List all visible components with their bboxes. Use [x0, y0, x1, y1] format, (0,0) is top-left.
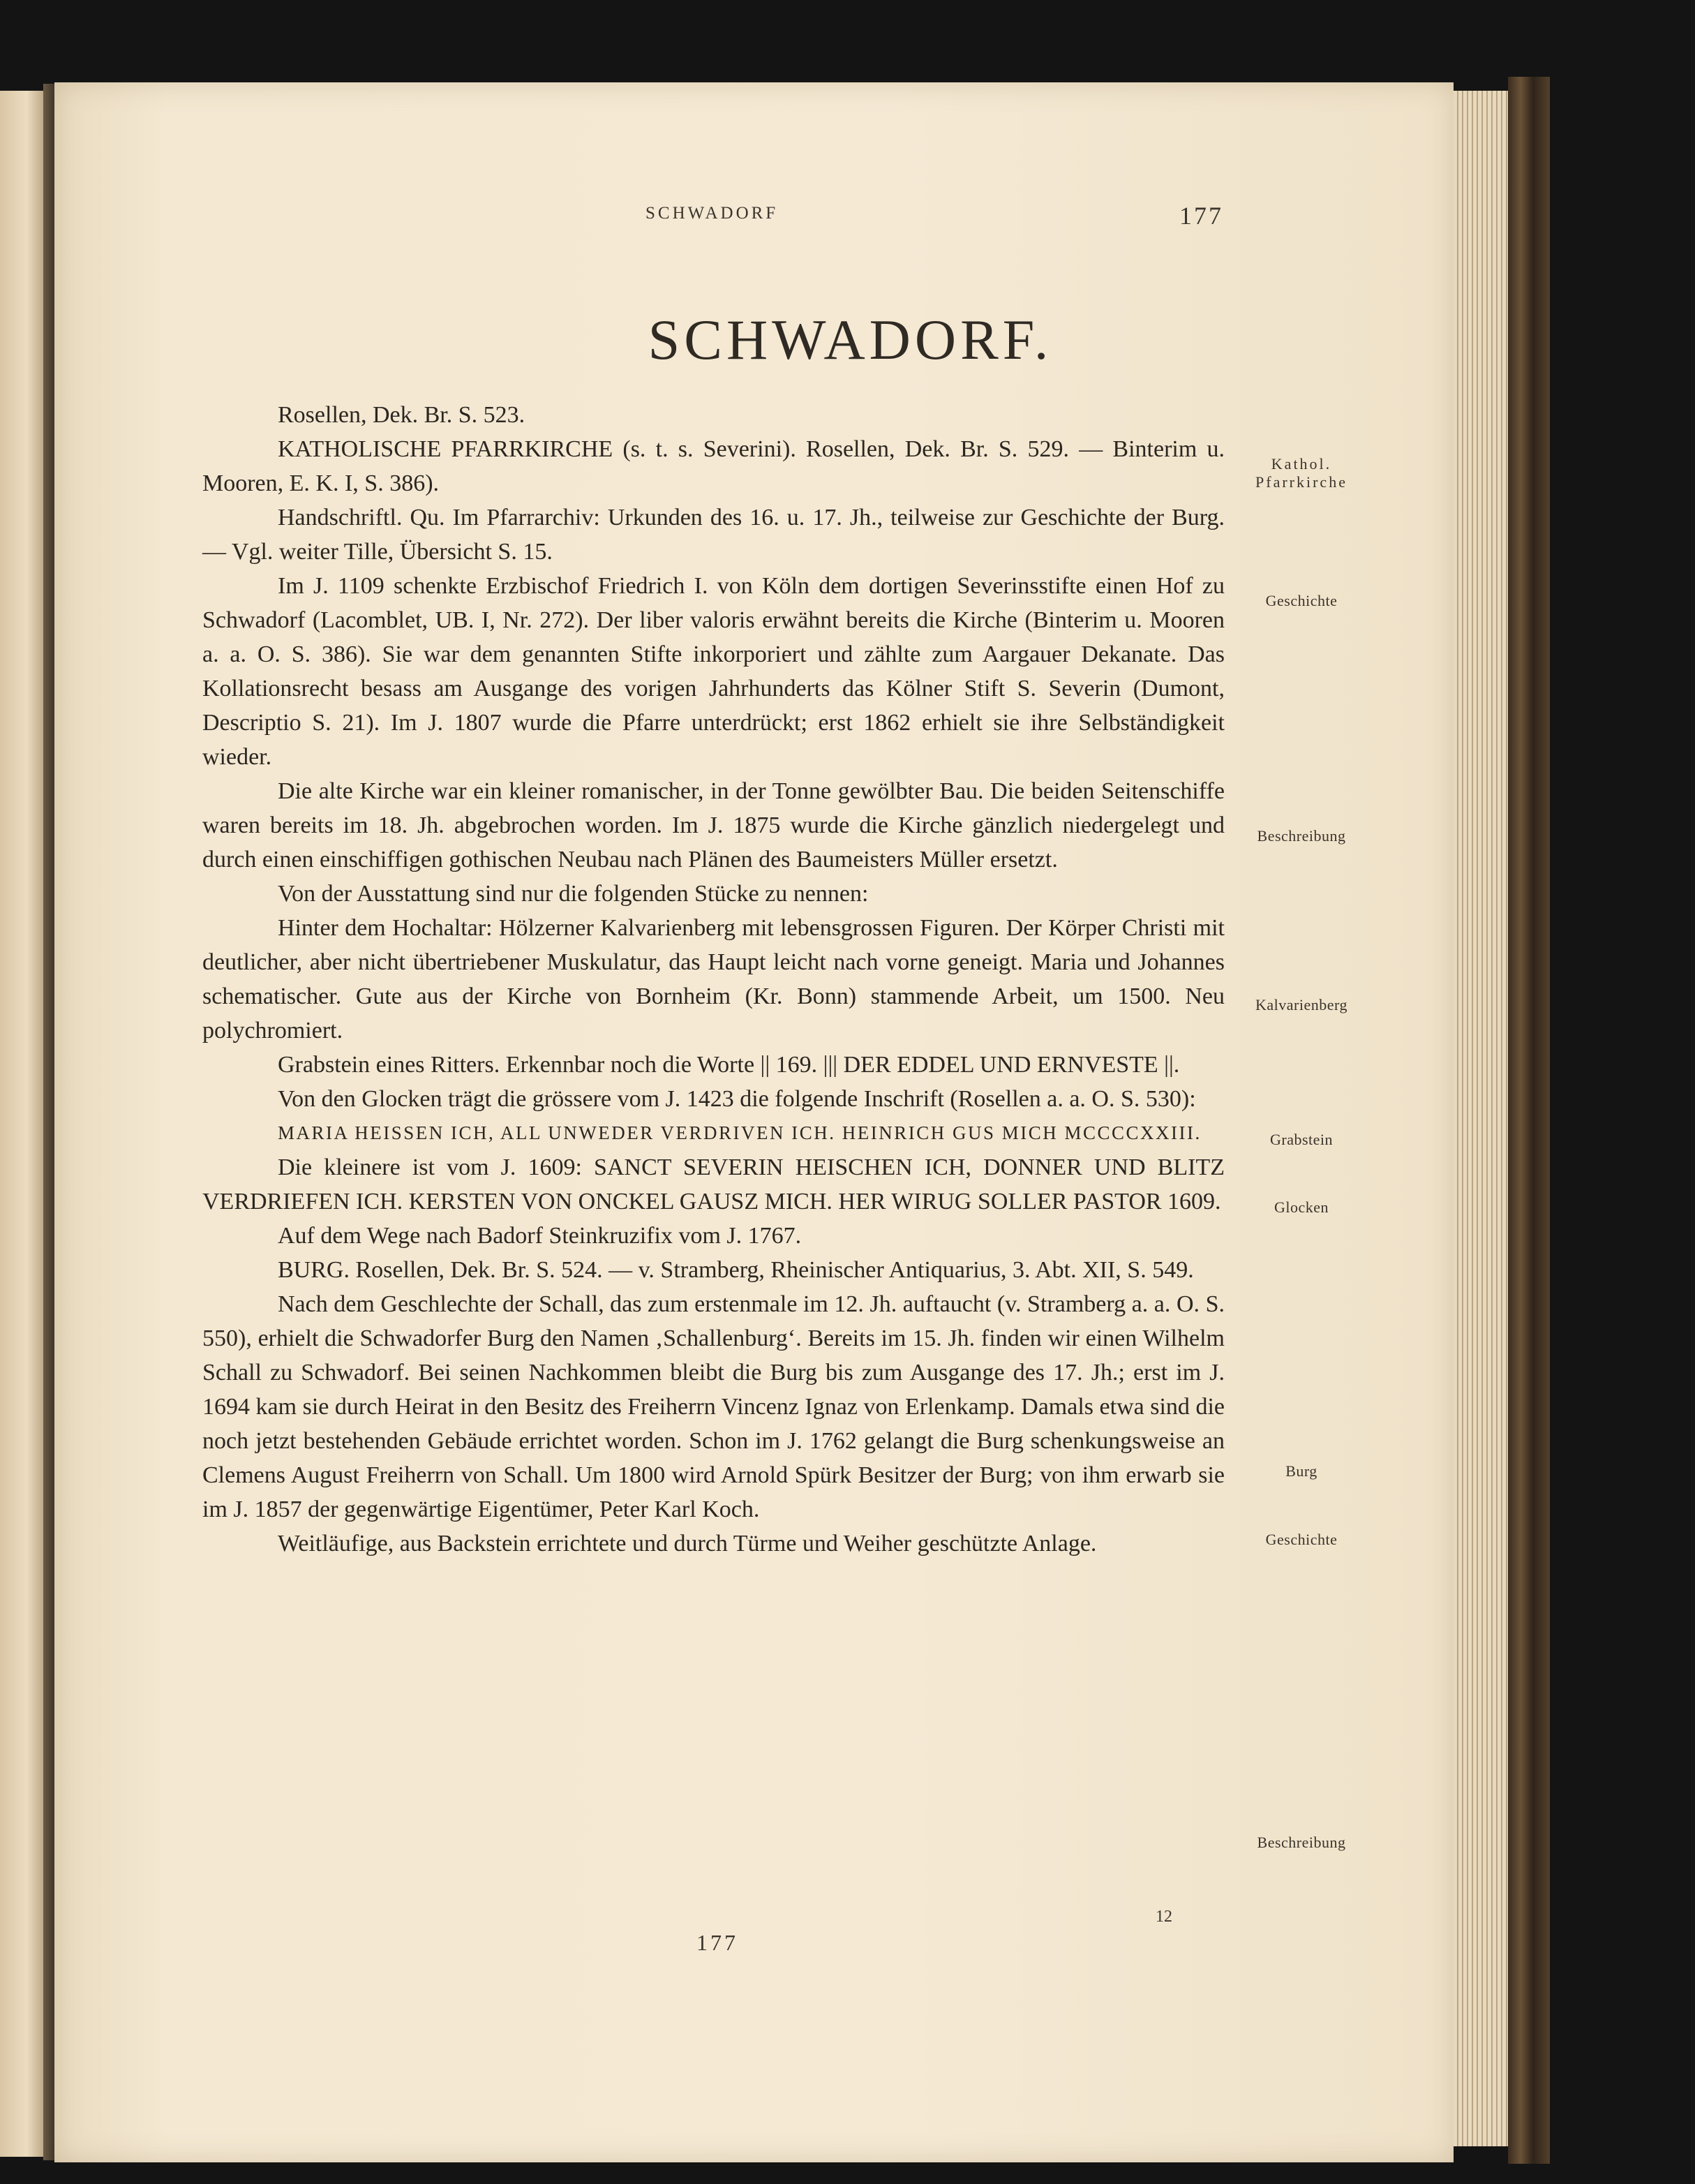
paragraph-history: Im J. 1109 schenkte Erzbischof Friedrich I. von Köln dem dortigen Severinsstifte einen Hof zu Schwadorf (Lacomblet, UB. I, Nr. 272). Der liber valoris erwähnt bereits die Kirche (Binterim u. Mooren a. a. O. S. 386). Sie war dem genannten Stifte inkorporiert und zählte zum Aargauer Dekanate. Das Kollationsrecht besass am Ausgange des vorigen Jahrhunderts das Kölner Stift S. Severin (Dumont, Descriptio S. 21). Im J. 1807 wurde die Pfarre unterdrückt; erst 1862 erhielt sie ihre Selbständigkeit wieder.: [202, 573, 1225, 770]
body-text: [202, 398, 1225, 1561]
previous-page-edge: [0, 91, 45, 2157]
page-number: 177: [1179, 202, 1223, 230]
page-stack-edges: [1454, 91, 1508, 2146]
paragraph-burg-description: Weitläufige, aus Backstein errichtete und durch Türme und Weiher geschützte Anlage.: [278, 1531, 1097, 1557]
book-binding: [1508, 77, 1550, 2164]
sidenote-geschichte-burg: Geschichte: [1265, 1531, 1338, 1548]
paragraph-description: Die alte Kirche war ein kleiner romanischer, in der Tonne gewölbter Bau. Die beiden Seitenschiffe waren bereits im 18. Jh. abgebrochen worden. Im J. 1875 wurde die Kirche gänzlich niedergelegt und durch einen einschiffigen gothischen Neubau nach Plänen des Baumeisters Müller ersetzt.: [202, 778, 1225, 872]
sidenote-burg: Burg: [1285, 1462, 1317, 1480]
sidenote-beschreibung: Beschreibung: [1257, 827, 1346, 845]
paragraph-small-bell: Die kleinere ist vom J. 1609: SANCT SEVERIN HEISCHEN ICH, DONNER UND BLITZ VERDRIEFEN ICH. KERSTEN VON ONCKEL GAUSZ MICH. HER WIRUG SOLLER PASTOR 1609.: [202, 1154, 1225, 1214]
sidenote-kathol: Kathol.: [1271, 455, 1332, 473]
paragraph-grabstein: Grabstein eines Ritters. Erkennbar noch die Worte || 169. ||| DER EDDEL UND ERNVESTE ||.: [278, 1052, 1180, 1078]
paragraph-kalvarienberg: Hinter dem Hochaltar: Hölzerner Kalvarienberg mit lebensgrossen Figuren. Der Körper Christi mit deutlicher, aber nicht übertriebener Muskulatur, das Haupt leicht nach vorne geneigt. Maria und Johannes schematischer. Gute aus der Kirche von Bornheim (Kr. Bonn) stammende Arbeit, um 1500. Neu polychromiert.: [202, 915, 1225, 1043]
signature-mark: 12: [1156, 1908, 1172, 1926]
footer-page-number: 177: [696, 1930, 738, 1955]
paragraph-pfarrkirche: KATHOLISCHE PFARRKIRCHE (s. t. s. Severini). Rosellen, Dek. Br. S. 529. — Binterim u. Mooren, E. K. I, S. 386).: [202, 436, 1225, 496]
page-title: SCHWADORF.: [648, 308, 1053, 371]
sidenote-grabstein: Grabstein: [1269, 1131, 1334, 1148]
bell-inscription: MARIA HEISSEN ICH, ALL UNWEDER VERDRIVEN ICH. HEINRICH GUS MICH MCCCCXXIII.: [278, 1122, 1202, 1143]
paragraph-burg-history: Nach dem Geschlechte der Schall, das zum erstenmale im 12. Jh. auftaucht (v. Stramberg a. a. O. S. 550), erhielt die Schwadorfer Burg den Namen ‚Schallenburg‘. Bereits im 15. Jh. finden wir einen Wilhelm Schall zu Schwadorf. Bei seinen Nachkommen bleibt die Burg bis zum Ausgange des 17. Jh.; erst im J. 1694 kam sie durch Heirat in den Besitz des Freiherrn Vincenz Ignaz von Erlenkamp. Damals etwa sind die noch jetzt bestehenden Gebäude errichtet worden. Schon im J. 1762 gelangt die Burg schenkungsweise an Clemens August Freiherrn von Schall. Um 1800 wird Arnold Spürk Besitzer der Burg; von ihm erwarb sie im J. 1857 der gegenwärtige Eigentümer, Peter Karl Koch.: [202, 1291, 1225, 1522]
sidenote-geschichte: Geschichte: [1265, 592, 1338, 609]
paragraph-sources: Handschriftl. Qu. Im Pfarrarchiv: Urkunden des 16. u. 17. Jh., teilweise zur Geschichte der Burg. — Vgl. weiter Tille, Übersicht S. 15.: [202, 505, 1225, 565]
sidenote-beschreibung-burg: Beschreibung: [1257, 1834, 1346, 1851]
sidenote-pfarrkirche: Pfarrkirche: [1255, 473, 1347, 491]
sidenote-kalvarienberg: Kalvarienberg: [1255, 996, 1347, 1013]
paragraph-furnishings: Von der Ausstattung sind nur die folgenden Stücke zu nennen:: [278, 881, 869, 907]
running-head: SCHWADORF: [645, 204, 779, 223]
paragraph-reference: Rosellen, Dek. Br. S. 523.: [278, 402, 525, 428]
paragraph-steinkruzifix: Auf dem Wege nach Badorf Steinkruzifix vom J. 1767.: [278, 1223, 802, 1249]
sidenote-glocken: Glocken: [1274, 1198, 1329, 1216]
paragraph-burg: BURG. Rosellen, Dek. Br. S. 524. — v. Stramberg, Rheinischer Antiquarius, 3. Abt. XII, S. 549.: [278, 1257, 1194, 1283]
paragraph-glocken: Von den Glocken trägt die grössere vom J. 1423 die folgende Inschrift (Rosellen a. a. O. S. 530):: [278, 1086, 1196, 1112]
